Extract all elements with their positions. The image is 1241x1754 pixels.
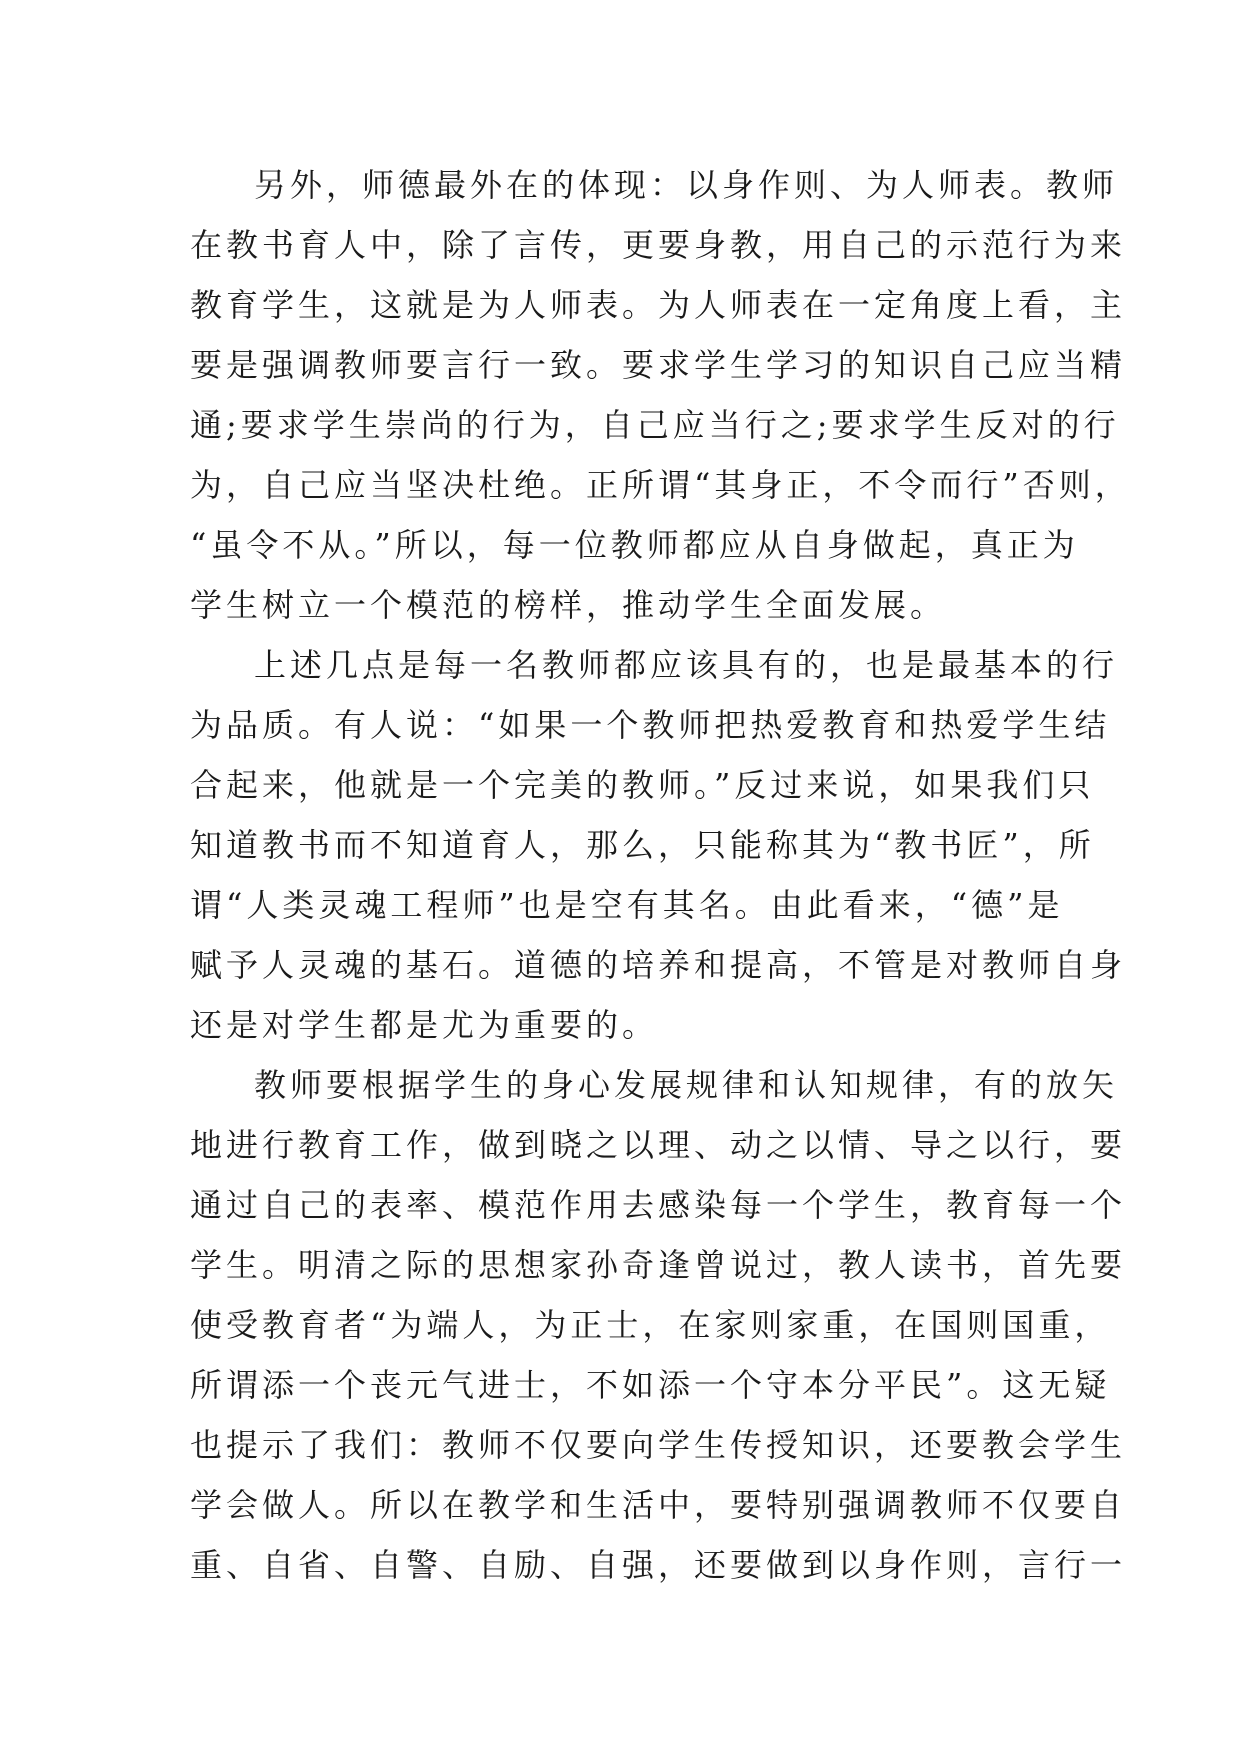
paragraph-line: 为品质。有人说：“如果一个教师把热爱教育和热爱学生结 bbox=[190, 706, 1111, 744]
paragraph-line: 通;要求学生崇尚的行为，自己应当行之;要求学生反对的行 bbox=[190, 406, 1120, 444]
paragraph-line: 使受教育者“为端人，为正士，在家则家重，在国则国重， bbox=[190, 1306, 1111, 1344]
paragraph-line: 地进行教育工作，做到晓之以理、动之以情、导之以行，要 bbox=[190, 1126, 1127, 1164]
paragraph-line: 还是对学生都是尤为重要的。 bbox=[190, 1006, 659, 1044]
paragraph-line: 合起来，他就是一个完美的教师。”反过来说，如果我们只 bbox=[190, 766, 1095, 804]
paragraph-line: 为，自己应当坚决杜绝。正所谓“其身正，不令而行”否则， bbox=[190, 466, 1131, 504]
paragraph-line: 谓“人类灵魂工程师”也是空有其名。由此看来，“德”是 bbox=[190, 886, 1064, 924]
paragraph-line: 上述几点是每一名教师都应该具有的，也是最基本的行 bbox=[254, 646, 1119, 684]
paragraph-line: 学会做人。所以在教学和生活中，要特别强调教师不仅要自 bbox=[190, 1486, 1127, 1524]
paragraph-line: 知道教书而不知道育人，那么，只能称其为“教书匠”，所 bbox=[190, 826, 1095, 864]
paragraph-line: 要是强调教师要言行一致。要求学生学习的知识自己应当精 bbox=[190, 346, 1127, 384]
paragraph-line: 通过自己的表率、模范作用去感染每一个学生，教育每一个 bbox=[190, 1186, 1127, 1224]
paragraph-2 bbox=[190, 635, 1127, 1055]
paragraph-line: 所谓添一个丧元气进士，不如添一个守本分平民”。这无疑 bbox=[190, 1366, 1111, 1404]
paragraph-line: “虽令不从。”所以，每一位教师都应从自身做起，真正为 bbox=[190, 526, 1079, 564]
paragraph-line: 也提示了我们：教师不仅要向学生传授知识，还要教会学生 bbox=[190, 1426, 1127, 1464]
document-body bbox=[190, 155, 1131, 1595]
paragraph-1 bbox=[190, 155, 1131, 635]
paragraph-3 bbox=[190, 1055, 1127, 1595]
paragraph-line: 教师要根据学生的身心发展规律和认知规律，有的放矢 bbox=[254, 1066, 1119, 1104]
paragraph-line: 学生。明清之际的思想家孙奇逢曾说过，教人读书，首先要 bbox=[190, 1246, 1127, 1284]
paragraph-line: 在教书育人中，除了言传，更要身教，用自己的示范行为来 bbox=[190, 226, 1127, 264]
paragraph-line: 另外，师德最外在的体现：以身作则、为人师表。教师 bbox=[254, 166, 1119, 204]
paragraph-line: 学生树立一个模范的榜样，推动学生全面发展。 bbox=[190, 586, 947, 624]
paragraph-line: 重、自省、自警、自励、自强，还要做到以身作则，言行一 bbox=[190, 1546, 1127, 1584]
paragraph-line: 赋予人灵魂的基石。道德的培养和提高，不管是对教师自身 bbox=[190, 946, 1127, 984]
paragraph-line: 教育学生，这就是为人师表。为人师表在一定角度上看，主 bbox=[190, 286, 1127, 324]
